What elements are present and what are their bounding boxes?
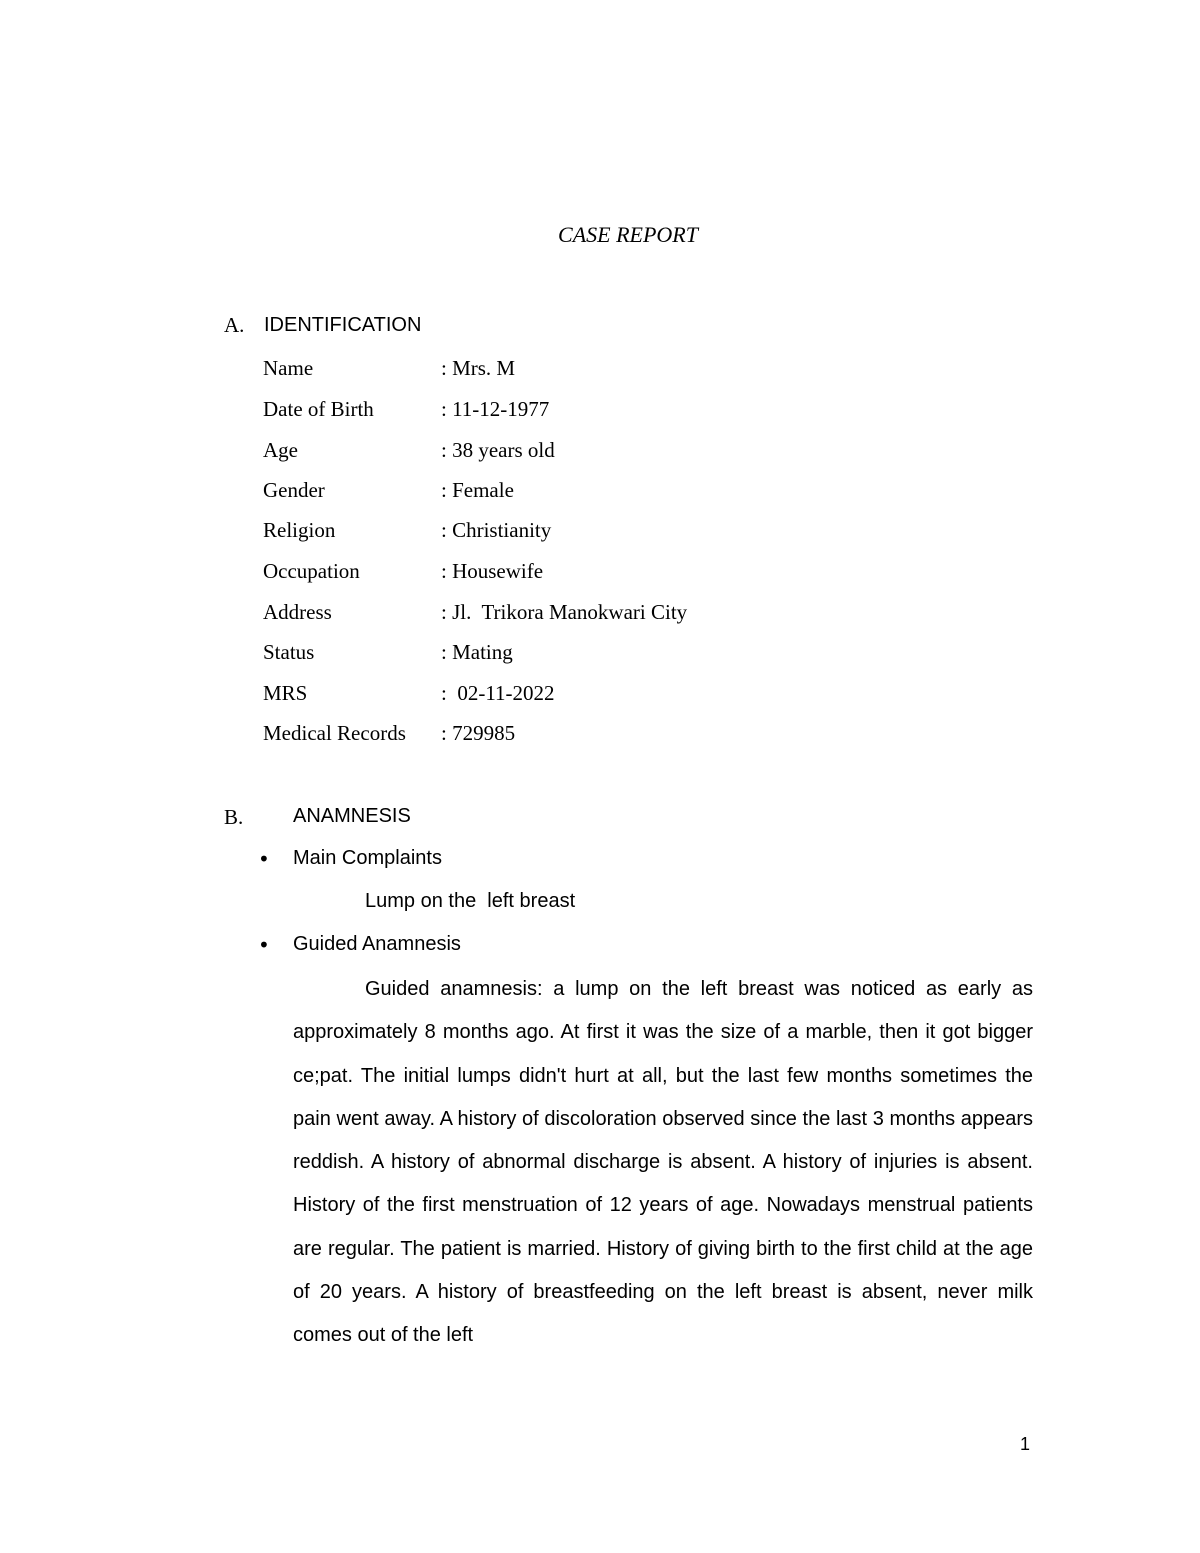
- guided-anamnesis-paragraph: Guided anamnesis: a lump on the left breast was noticed as early as approximately 8 months ago. At first it was the size of a marble, then it got bigger ce;pat. The initial lumps didn't hurt at all, but the last few months sometimes the pain went away. A history of discoloration observed since the last 3 months appears reddish. A history of abnormal discharge is absent. A history of injuries is absent. History of the first menstruation of 12 years of age. Nowadays menstrual patients are regular. The patient is married. History of giving birth to the first child at the age of 20 years. A history of breastfeeding on the left breast is absent, never milk comes out of the left: [293, 978, 1033, 1347]
- field-label: Date of Birth: [263, 397, 374, 421]
- main-complaints-heading: Main Complaints: [293, 847, 442, 869]
- identification-row: [263, 478, 863, 508]
- field-value: : Jl. Trikora Manokwari City: [441, 600, 688, 624]
- field-value: : 11-12-1977: [441, 397, 550, 421]
- field-label: Name: [263, 356, 314, 380]
- field-value: : 729985: [441, 721, 516, 745]
- field-value: : 38 years old: [441, 438, 555, 462]
- field-label: Status: [263, 640, 315, 664]
- identification-row: [263, 721, 863, 751]
- identification-row: [263, 600, 863, 630]
- main-complaints-text: Lump on the left breast: [365, 890, 576, 912]
- identification-row: [263, 518, 863, 548]
- field-value: : Mrs. M: [441, 356, 516, 380]
- section-b-letter: B.: [224, 805, 244, 829]
- field-label: Medical Records: [263, 721, 406, 745]
- guided-anamnesis-heading: Guided Anamnesis: [293, 933, 461, 955]
- section-a-heading: IDENTIFICATION: [264, 314, 422, 336]
- page-number: 1: [1020, 1434, 1031, 1454]
- field-value: : 02-11-2022: [441, 681, 555, 705]
- identification-row: [263, 397, 863, 427]
- field-label: Occupation: [263, 559, 360, 583]
- field-label: Address: [263, 600, 332, 624]
- field-label: MRS: [263, 681, 308, 705]
- bullet-icon: •: [258, 847, 270, 871]
- section-a-letter: A.: [224, 313, 245, 337]
- page-title: CASE REPORT: [558, 222, 698, 247]
- field-label: Age: [263, 438, 298, 462]
- field-label: Gender: [263, 478, 325, 502]
- field-value: : Christianity: [441, 518, 552, 542]
- identification-row: [263, 681, 863, 711]
- field-value: : Mating: [441, 640, 513, 664]
- field-value: : Female: [441, 478, 514, 502]
- identification-row: [263, 640, 863, 670]
- identification-row: [263, 438, 863, 468]
- field-value: : Housewife: [441, 559, 544, 583]
- identification-row: [263, 356, 863, 386]
- bullet-icon: •: [258, 933, 270, 957]
- field-label: Religion: [263, 518, 336, 542]
- identification-row: [263, 559, 863, 589]
- section-b-heading: ANAMNESIS: [293, 805, 411, 827]
